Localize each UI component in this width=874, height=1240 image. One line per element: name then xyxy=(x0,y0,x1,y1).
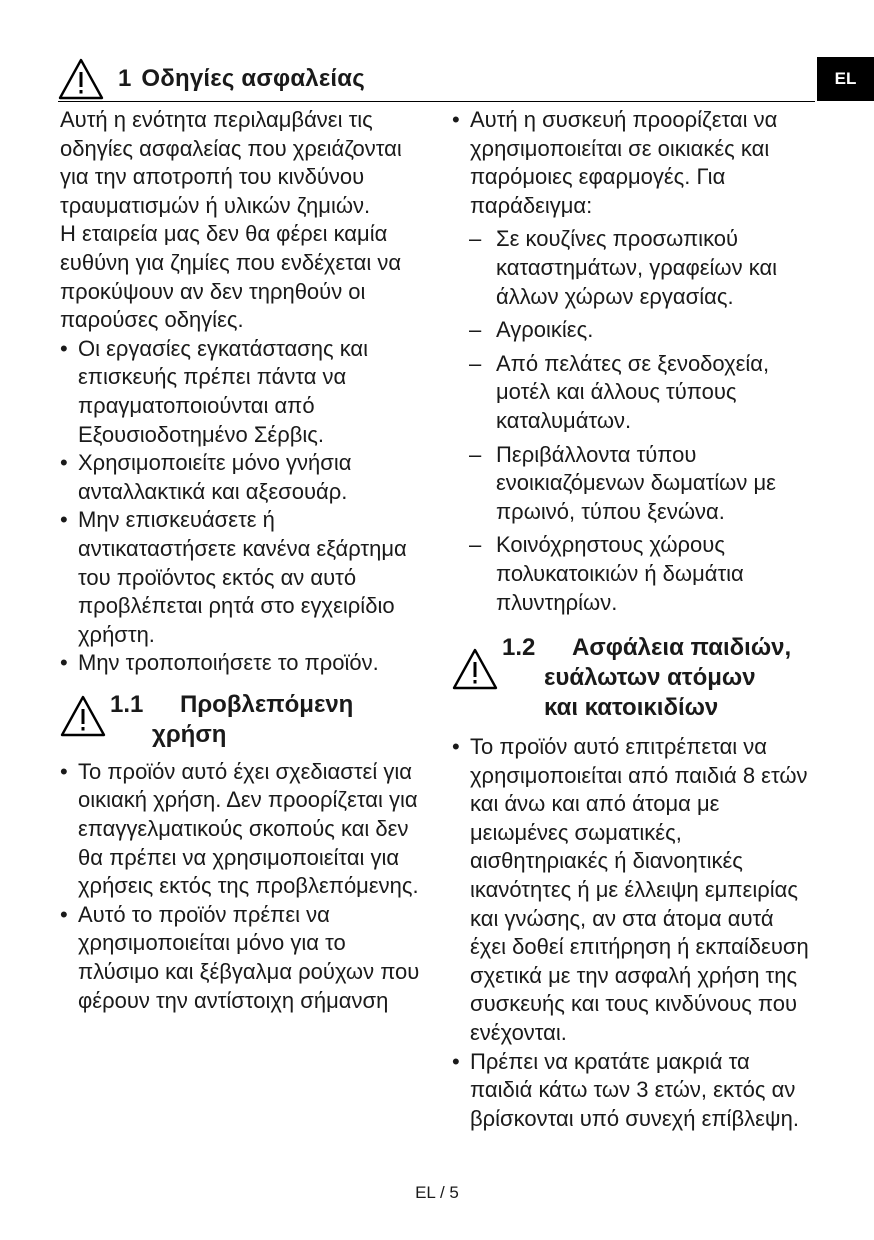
list-item: • Αυτό το προϊόν πρέπει να χρησιμοποιείται μόνο για το πλύσιμο και ξέβγαλμα ρούχων που φέρουν την αντίστοιχη σήμανση xyxy=(60,901,422,1015)
sub-list-item: – Κοινόχρηστους χώρους πολυκατοικιών ή δωμάτια πλυντηρίων. xyxy=(452,531,815,617)
sub-list-item: – Από πελάτες σε ξενοδοχεία, μοτέλ και άλλους τύπους καταλυμάτων. xyxy=(452,350,815,436)
subsection-number: 1.2 xyxy=(502,634,536,662)
sub-list-item: – Περιβάλλοντα τύπου ενοικιαζόμενων δωματίων με πρωινό, τύπου ξενώνα. xyxy=(452,441,815,527)
list-item: • Οι εργασίες εγκατάστασης και επισκευής πρέπει πάντα να πραγματοποιούνται από Εξουσιοδοτημένο Σέρβις. xyxy=(60,335,422,449)
warning-icon xyxy=(452,647,498,691)
subsection-title-cont: χρήση xyxy=(152,720,227,748)
subsection-title-cont: ευάλωτων ατόμων xyxy=(544,664,756,692)
left-column xyxy=(60,106,422,1015)
subsection-title: Προβλεπόμενη xyxy=(180,690,354,718)
subsection-number: 1.1 xyxy=(110,690,144,718)
list-item: • Μην επισκευάσετε ή αντικαταστήσετε κανένα εξάρτημα του προϊόντος εκτός αν αυτό προβλέπεται ρητά στο εγχειρίδιο χρήστη. xyxy=(60,506,422,649)
section-heading: Οδηγίες ασφαλείας xyxy=(141,65,365,92)
intro-paragraph: Αυτή η ενότητα περιλαμβάνει τις οδηγίες ασφαλείας που χρειάζονται για την αποτροπή του κινδύνου τραυματισμών ή υλικών ζημιών. xyxy=(60,107,402,218)
title-divider xyxy=(58,101,815,102)
subsection-heading-child-safety xyxy=(452,633,815,723)
language-tab: EL xyxy=(817,57,874,101)
list-item: • Πρέπει να κρατάτε μακριά τα παιδιά κάτω των 3 ετών, εκτός αν βρίσκονται υπό συνεχή επίβλεψη. xyxy=(452,1048,815,1134)
right-column xyxy=(452,106,815,1133)
list-item: • Μην τροποποιήσετε το προϊόν. xyxy=(60,649,422,678)
list-item: • Χρησιμοποιείτε μόνο γνήσια ανταλλακτικά και αξεσουάρ. xyxy=(60,449,422,506)
section-title xyxy=(58,58,815,100)
page-number: EL / 5 xyxy=(415,1183,459,1202)
warning-icon xyxy=(60,694,106,738)
section-number: 1 xyxy=(118,65,132,92)
intro-paragraph: Η εταιρεία μας δεν θα φέρει καμία ευθύνη για ζημίες που ενδέχεται να προκύψουν αν δεν τηρηθούν οι παρούσες οδηγίες. xyxy=(60,221,402,333)
sub-list-item: – Σε κουζίνες προσωπικού καταστημάτων, γραφείων και άλλων χώρων εργασίας. xyxy=(452,225,815,311)
subsection-title: Ασφάλεια παιδιών, xyxy=(572,634,792,662)
subsection-title-cont: και κατοικιδίων xyxy=(544,694,719,722)
warning-icon xyxy=(58,58,104,100)
list-item: • Το προϊόν αυτό έχει σχεδιαστεί για οικιακή χρήση. Δεν προορίζεται για επαγγελματικούς σκοπούς και δεν θα πρέπει να χρησιμοποιείται για χρήσεις εκτός της προβλεπόμενης. xyxy=(60,758,422,901)
subsection-heading-intended-use xyxy=(60,690,422,750)
sub-list-item: – Αγροικίες. xyxy=(452,316,815,345)
list-item: • Αυτή η συσκευή προορίζεται να χρησιμοποιείται σε οικιακές και παρόμοιες εφαρμογές. Για παράδειγμα: xyxy=(452,106,815,220)
list-item: • Το προϊόν αυτό επιτρέπεται να χρησιμοποιείται από παιδιά 8 ετών και άνω και από άτομα με μειωμένες σωματικές, αισθητηριακές ή διανοητικές ικανότητες ή με έλλειψη εμπειρίας και γνώσης, αν στα άτομα αυτά έχει δοθεί επιτήρηση ή εκπαίδευση σχετικά με την ασφαλή χρήση της συσκευής και τους κινδύνους που ενέχονται. xyxy=(452,733,815,1048)
